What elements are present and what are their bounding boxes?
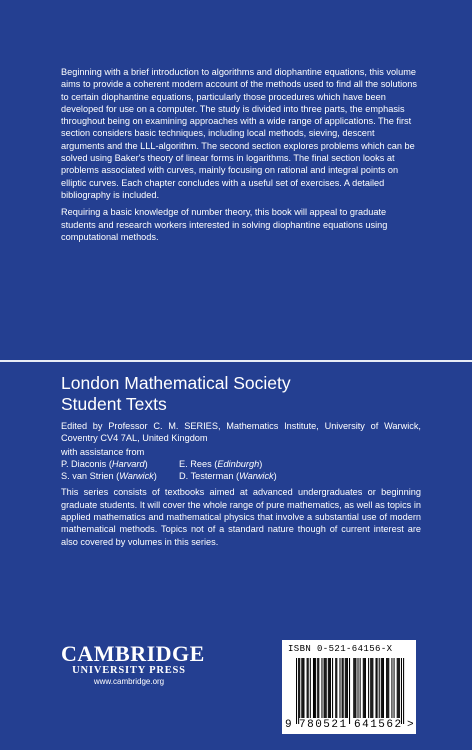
- barcode-bar: [383, 658, 384, 718]
- barcode-bar: [308, 658, 309, 718]
- barcode-bar: [391, 658, 392, 718]
- barcode-bar: [310, 658, 311, 718]
- barcode-bar: [336, 658, 337, 718]
- publisher-name: CAMBRIDGE: [61, 641, 205, 666]
- barcode-bar: [326, 658, 327, 718]
- barcode-bar: [377, 658, 378, 718]
- assistant-entry: S. van Strien (Warwick): [61, 471, 157, 482]
- barcode-bar: [335, 658, 336, 718]
- barcode-bar: [303, 658, 304, 718]
- barcode-bar: [330, 658, 331, 718]
- barcode-bar: [317, 658, 318, 718]
- publisher-logo: [61, 641, 205, 687]
- assistant-name: D. Testerman: [179, 471, 234, 482]
- barcode-bar: [355, 658, 356, 718]
- barcode-bar: [299, 658, 300, 718]
- series-title-line-2: Student Texts: [61, 394, 167, 414]
- barcode-bar: [386, 658, 387, 718]
- barcode-bar: [364, 658, 365, 718]
- series-title-line-1: London Mathematical Society: [61, 373, 291, 393]
- divider-rule: [0, 360, 472, 362]
- assistant-entry: E. Rees (Edinburgh): [179, 458, 263, 469]
- blurb-paragraph-1: Beginning with a brief introduction to algorithms and diophantine equations, this volume aims to provide a coherent modern account of the methods used to find all the solutions to certain diophantine equations, particularly those procedures which have been developed for use on a computer. The study is divided into three parts, the emphasis throughout being on examining approaches with a wide range of applications. The first section considers basic techniques, including local methods, sieving, descent arguments and the LLL-algorithm. The second section explores problems which can be solved using Baker's theory of linear forms in logarithms. The final section looks at problems associated with curves, mainly focusing on rational and integral points on elliptic curves. Each chapter concludes with a useful set of exercises. A detailed bibliography is included.: [61, 67, 417, 200]
- barcode-bar: [313, 658, 314, 718]
- barcode-bar: [298, 658, 299, 724]
- barcode-bar: [307, 658, 308, 718]
- barcode-bar: [301, 658, 302, 718]
- publisher-url: www.cambridge.org: [93, 677, 165, 686]
- back-cover-blurb: [61, 66, 419, 248]
- assistant-name: P. Diaconis: [61, 458, 107, 469]
- barcode-bar: [370, 658, 371, 718]
- barcode-bar: [403, 658, 404, 724]
- barcode-bar: [339, 658, 340, 718]
- barcode-bar: [343, 658, 344, 718]
- assistance-label: with assistance from: [61, 446, 145, 457]
- assistants-list: [61, 458, 421, 483]
- barcode-bar: [381, 658, 382, 718]
- barcode-bar: [394, 658, 395, 718]
- assistant-name: E. Rees: [179, 458, 212, 469]
- assistant-entry: P. Diaconis (Harvard): [61, 458, 148, 469]
- barcode-bar: [329, 658, 330, 718]
- blurb-paragraph-2: Requiring a basic knowledge of number theory, this book will appeal to graduate students and research workers interested in solving diophantine equations using computational methods.: [61, 207, 388, 242]
- barcode-bar: [332, 658, 333, 718]
- barcode-bar: [342, 658, 343, 718]
- assistant-affiliation: Warwick: [239, 471, 274, 482]
- barcode-bar: [401, 658, 402, 724]
- barcode-bar: [302, 658, 303, 718]
- series-editor: Edited by Professor C. M. SERIES, Mathematics Institute, University of Warwick, Coventry CV4 7AL, United Kingdom: [61, 421, 421, 444]
- barcode-bar: [363, 658, 364, 718]
- barcode-bar: [328, 658, 329, 718]
- barcode-bar: [346, 658, 347, 718]
- barcode-bar: [398, 658, 399, 718]
- barcode-bar: [399, 658, 400, 718]
- barcode-bar: [315, 658, 316, 718]
- barcode-bar: [345, 658, 346, 718]
- barcode-bar: [314, 658, 315, 718]
- barcode-bar: [360, 658, 361, 718]
- barcode-bar: [325, 658, 326, 718]
- barcode-bar: [371, 658, 372, 718]
- barcode-bar: [321, 658, 322, 718]
- barcode-bar: [353, 658, 354, 718]
- assistant-affiliation: Edinburgh: [217, 458, 260, 469]
- barcode-bar: [368, 658, 369, 718]
- barcode-bar: [296, 658, 297, 724]
- assistant-name: S. van Strien: [61, 471, 114, 482]
- series-title: [61, 373, 291, 415]
- barcode-bar: [387, 658, 388, 718]
- barcode-bar: [388, 658, 389, 718]
- barcode-bar: [397, 658, 398, 718]
- barcode-bar: [379, 658, 380, 718]
- barcode-bar: [354, 658, 355, 718]
- barcode-bar: [382, 658, 383, 718]
- barcode-bar: [347, 658, 348, 718]
- isbn-text: ISBN 0-521-64156-X: [288, 644, 393, 654]
- barcode-bar: [324, 658, 325, 718]
- ean-quiet-zone-marker: >: [407, 719, 414, 731]
- series-info: [61, 420, 421, 548]
- isbn-barcode: [282, 640, 416, 734]
- barcode-bar: [365, 658, 366, 718]
- publisher-subtitle: UNIVERSITY PRESS: [72, 665, 186, 676]
- series-description: This series consists of textbooks aimed at advanced undergraduates or beginning graduate students. It will cover the whole range of pure mathematics, as well as topics in applied mathematics and mathematical physics that involve a substantial use of modern mathematical methods. Topics not of a standard nature though of current interest are also covered by volumes in this series.: [61, 487, 421, 547]
- barcode-bar: [349, 658, 350, 724]
- barcode-bar: [372, 658, 373, 718]
- assistant-affiliation: Warwick: [119, 471, 154, 482]
- ean-group-2: 641562: [354, 719, 403, 731]
- assistant-affiliation: Harvard: [111, 458, 145, 469]
- ean-group-1: 780521: [299, 719, 348, 731]
- assistant-entry: D. Testerman (Warwick): [179, 471, 277, 482]
- barcode-bar: [376, 658, 377, 718]
- ean-first-digit: 9: [285, 719, 292, 731]
- barcode-bar: [357, 658, 358, 718]
- barcode-bar: [318, 658, 319, 718]
